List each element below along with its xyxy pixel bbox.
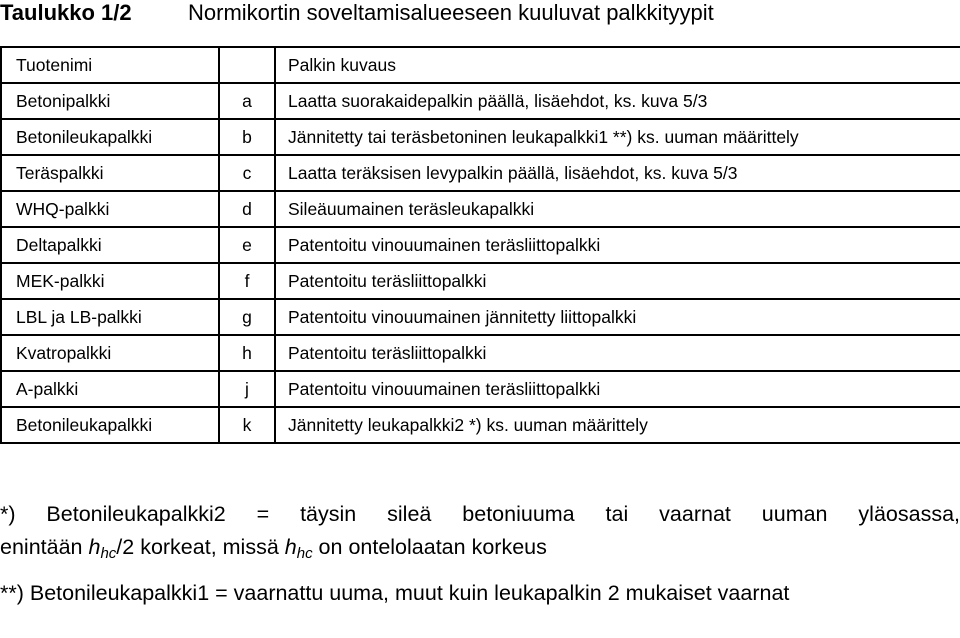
footnote-1-h-symbol-2: h <box>284 535 297 559</box>
product-name-cell: Deltapalkki <box>1 227 219 263</box>
type-letter-cell: k <box>219 407 275 443</box>
beam-types-table <box>0 46 960 444</box>
description-cell: Patentoitu vinouumainen jännitetty liittopalkki <box>275 299 960 335</box>
product-name-cell: A-palkki <box>1 371 219 407</box>
table-row <box>1 227 960 263</box>
table-row <box>1 263 960 299</box>
table-row <box>1 335 960 371</box>
footnote-1-mid: korkeat, missä <box>134 535 285 559</box>
footnote-1-pre: enintään <box>0 535 89 559</box>
product-name-cell: Betonileukapalkki <box>1 407 219 443</box>
type-letter-cell: j <box>219 371 275 407</box>
footnotes <box>0 498 960 610</box>
type-letter-cell: c <box>219 155 275 191</box>
footnote-1-line-1: *) Betonileukapalkki2 = täysin sileä betoniuuma tai vaarnat uuman yläosassa, <box>0 502 960 526</box>
footnote-1-post: on ontelolaatan korkeus <box>312 535 547 559</box>
type-letter-cell: a <box>219 83 275 119</box>
description-cell: Sileäuumainen teräsleukapalkki <box>275 191 960 227</box>
table-row <box>1 119 960 155</box>
table-row <box>1 371 960 407</box>
description-cell: Patentoitu vinouumainen teräsliittopalkki <box>275 371 960 407</box>
type-letter-cell: f <box>219 263 275 299</box>
footnote-1-hc-subscript-2: hc <box>296 545 313 562</box>
footnote-1 <box>0 498 960 564</box>
footnote-1-hc-subscript: hc <box>100 545 117 562</box>
product-name-cell: Betonipalkki <box>1 83 219 119</box>
description-cell: Jännitetty leukapalkki2 *) ks. uuman määrittely <box>275 407 960 443</box>
table-row <box>1 155 960 191</box>
type-letter-cell: g <box>219 299 275 335</box>
description-cell: Jännitetty tai teräsbetoninen leukapalkki1 **) ks. uuman määrittely <box>275 119 960 155</box>
header-description: Palkin kuvaus <box>275 47 960 83</box>
type-letter-cell: d <box>219 191 275 227</box>
table-row <box>1 299 960 335</box>
table-number: Taulukko 1/2 <box>0 0 132 25</box>
product-name-cell: WHQ-palkki <box>1 191 219 227</box>
product-name-cell: LBL ja LB-palkki <box>1 299 219 335</box>
type-letter-cell: h <box>219 335 275 371</box>
footnote-2: **) Betonileukapalkki1 = vaarnattu uuma, muut kuin leukapalkin 2 mukaiset vaarnat <box>0 581 790 605</box>
product-name-cell: Teräspalkki <box>1 155 219 191</box>
product-name-cell: MEK-palkki <box>1 263 219 299</box>
table-title <box>0 0 714 30</box>
type-letter-cell: e <box>219 227 275 263</box>
table-row <box>1 407 960 443</box>
header-letter <box>219 47 275 83</box>
footnote-1-h-symbol: h <box>88 535 101 559</box>
product-name-cell: Kvatropalkki <box>1 335 219 371</box>
table-row <box>1 83 960 119</box>
description-cell: Patentoitu teräsliittopalkki <box>275 263 960 299</box>
product-name-cell: Betonileukapalkki <box>1 119 219 155</box>
table-row <box>1 191 960 227</box>
footnote-1-line-2 <box>0 531 960 564</box>
description-cell: Patentoitu vinouumainen teräsliittopalkki <box>275 227 960 263</box>
type-letter-cell: b <box>219 119 275 155</box>
description-cell: Laatta suorakaidepalkin päällä, lisäehdot, ks. kuva 5/3 <box>275 83 960 119</box>
description-cell: Laatta teräksisen levypalkin päällä, lisäehdot, ks. kuva 5/3 <box>275 155 960 191</box>
footnote-1-fraction: /2 <box>116 535 135 559</box>
header-product-name: Tuotenimi <box>1 47 219 83</box>
table-header-row <box>1 47 960 83</box>
table-caption: Normikortin soveltamisalueeseen kuuluvat palkkityypit <box>188 0 714 25</box>
description-cell: Patentoitu teräsliittopalkki <box>275 335 960 371</box>
